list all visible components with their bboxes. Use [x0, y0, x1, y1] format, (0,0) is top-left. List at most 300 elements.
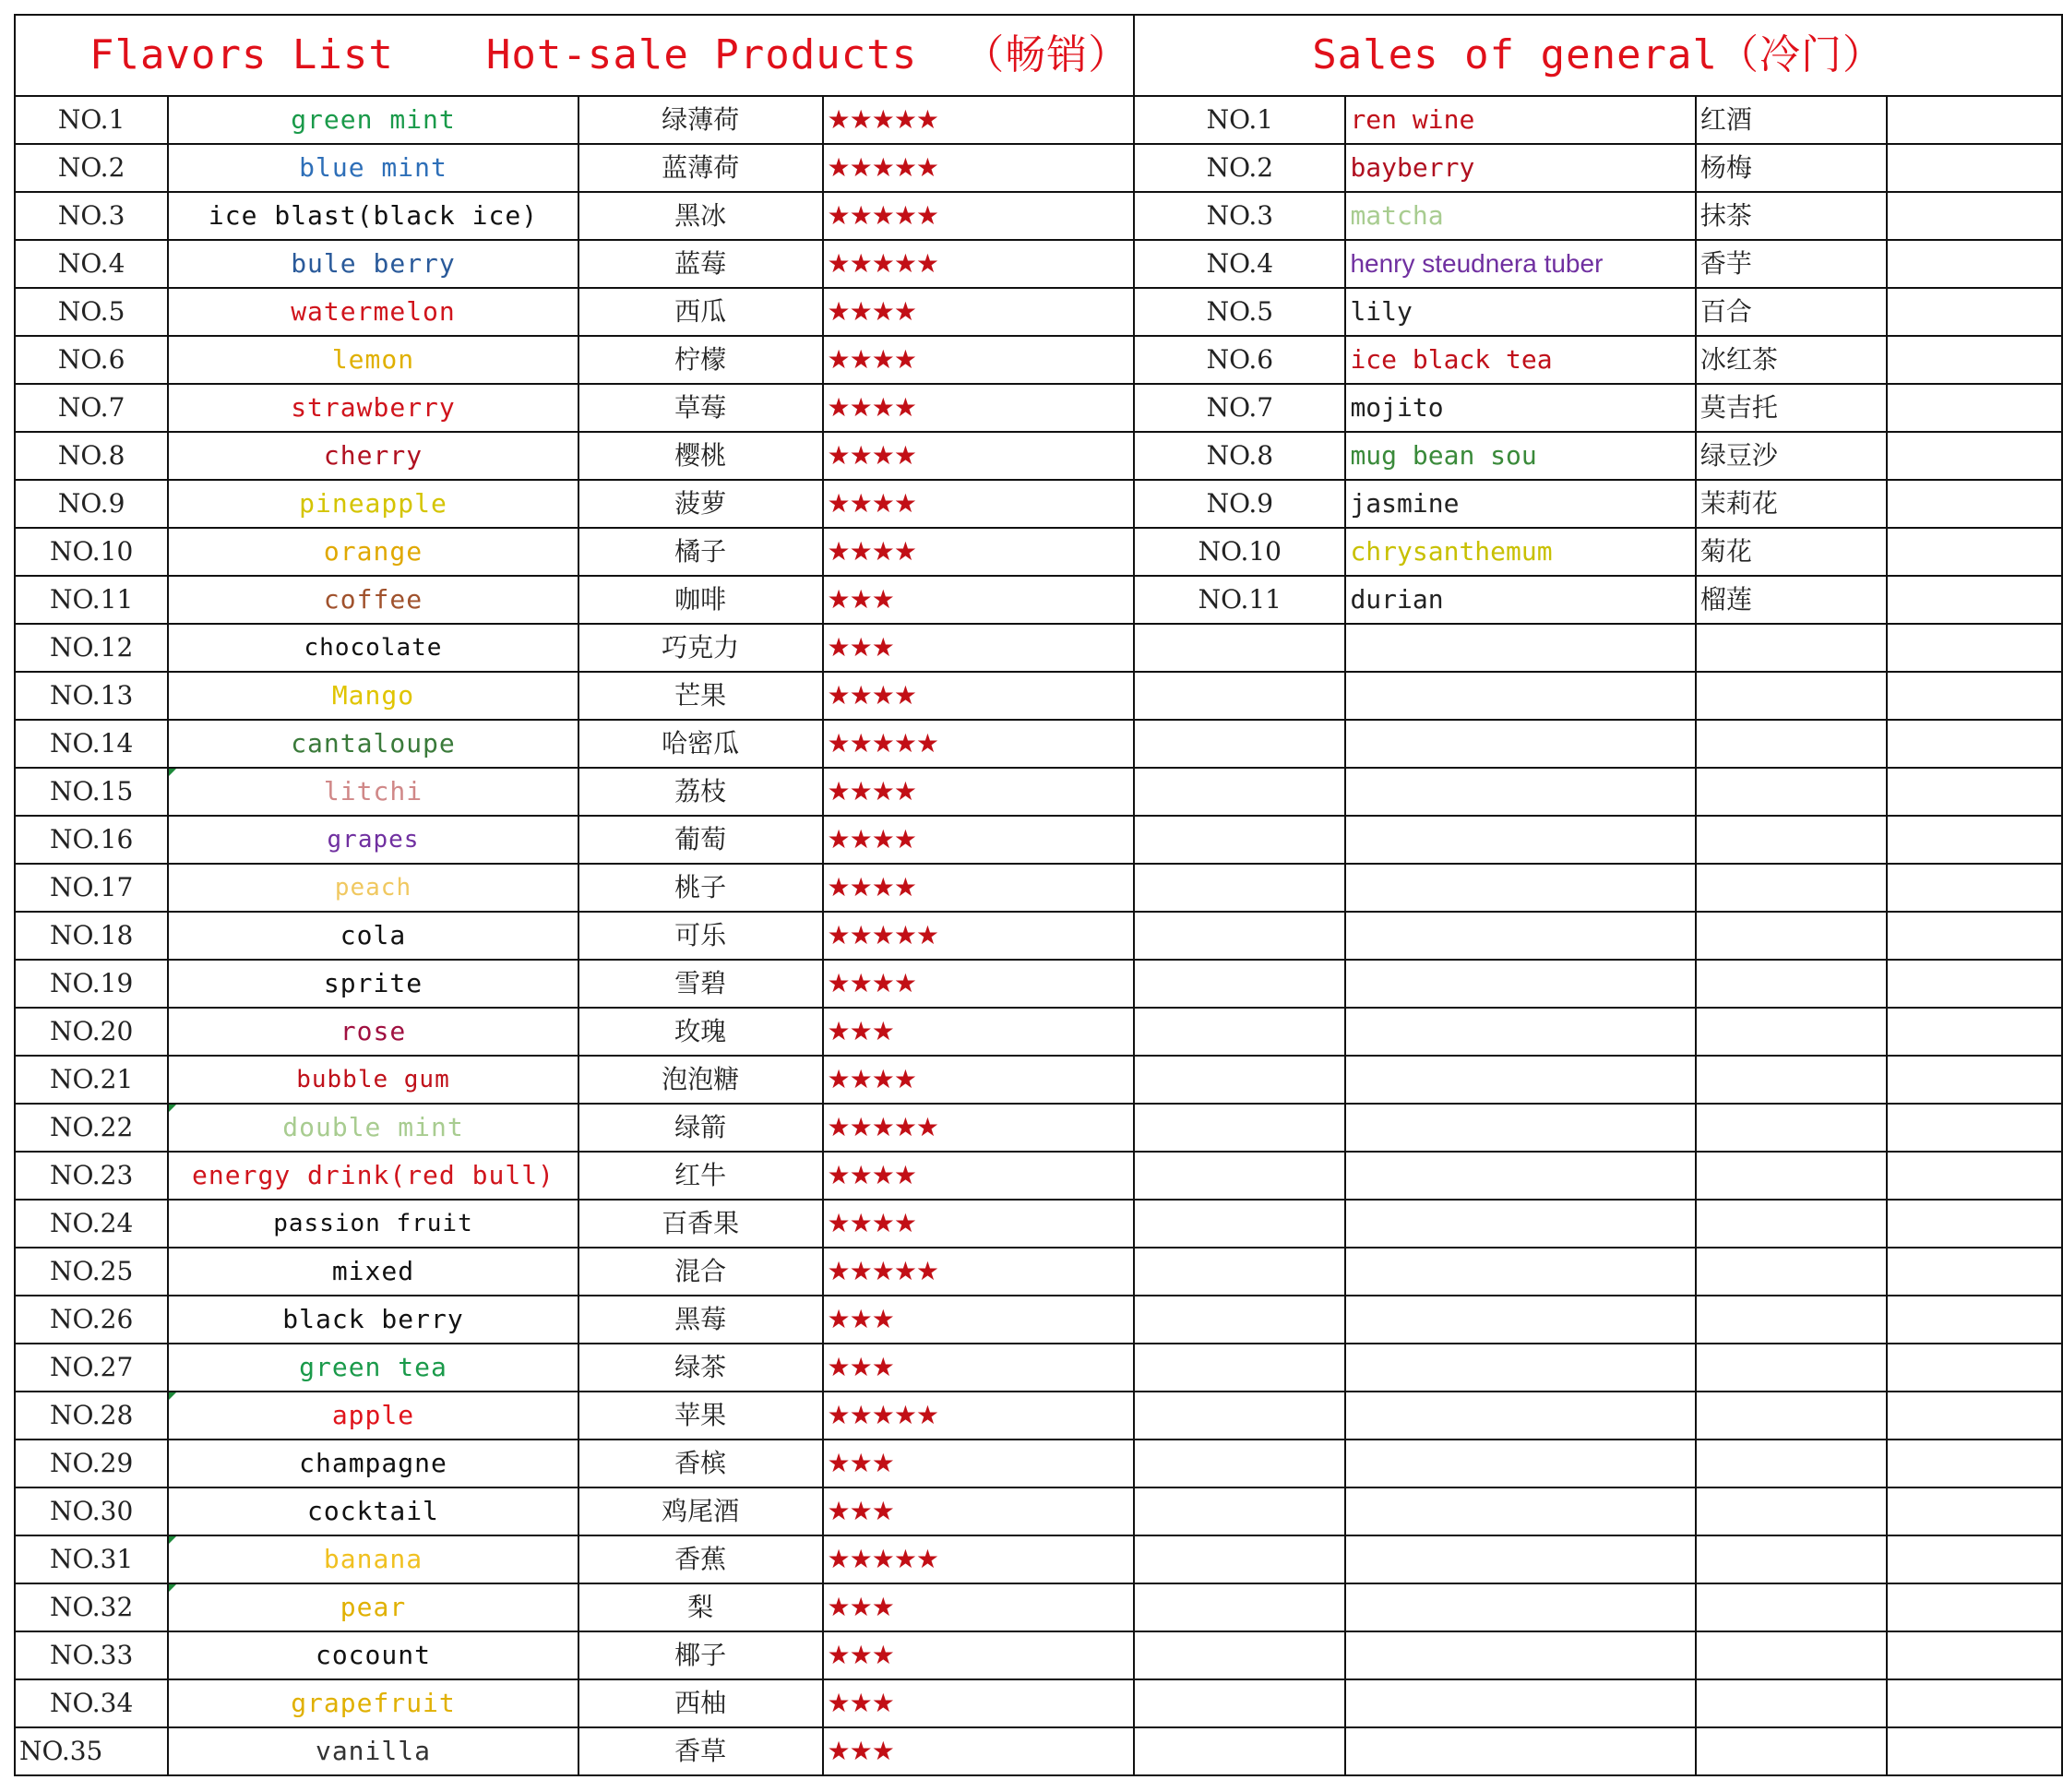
hot-cn-cell[interactable]: 蓝薄荷: [578, 144, 823, 192]
hot-cn-cell[interactable]: 荔枝: [578, 768, 823, 816]
general-cn-cell[interactable]: 杨梅: [1696, 144, 1887, 192]
hot-no-cell[interactable]: NO.18: [15, 912, 168, 960]
hot-cn-cell[interactable]: 葡萄: [578, 816, 823, 864]
general-flavor-cell[interactable]: bayberry: [1345, 144, 1695, 192]
empty-cell[interactable]: [1887, 576, 2062, 624]
hot-no-cell[interactable]: NO.24: [15, 1200, 168, 1248]
empty-cell[interactable]: [1887, 288, 2062, 336]
general-no-cell[interactable]: [1134, 1440, 1345, 1487]
general-no-cell[interactable]: [1134, 1200, 1345, 1248]
table-row: [15, 480, 2062, 528]
general-no-cell[interactable]: [1134, 1008, 1345, 1056]
general-no-cell[interactable]: NO.8: [1134, 432, 1345, 480]
table-row: [15, 432, 2062, 480]
hot-flavor-cell[interactable]: chocolate: [168, 624, 578, 672]
rating-stars[interactable]: ★★★★: [823, 864, 1135, 912]
general-no-cell[interactable]: [1134, 864, 1345, 912]
hot-flavor-cell[interactable]: coffee: [168, 576, 578, 624]
empty-cell[interactable]: [1887, 816, 2062, 864]
hot-no-cell[interactable]: NO.7: [15, 384, 168, 432]
general-flavor-cell[interactable]: [1345, 1535, 1695, 1583]
hot-flavor-cell[interactable]: mixed: [168, 1248, 578, 1296]
hot-cn-cell[interactable]: 绿薄荷: [578, 96, 823, 144]
general-no-cell[interactable]: [1134, 1392, 1345, 1440]
empty-cell[interactable]: [1887, 1200, 2062, 1248]
table-row: [15, 1152, 2062, 1200]
empty-cell[interactable]: [1887, 480, 2062, 528]
table-row: [15, 1631, 2062, 1679]
rating-stars[interactable]: ★★★: [823, 1583, 1135, 1631]
general-cn-cell[interactable]: [1696, 1344, 1887, 1392]
rating-stars[interactable]: ★★★: [823, 576, 1135, 624]
hot-flavor-cell[interactable]: pear: [168, 1583, 578, 1631]
general-cn-cell[interactable]: [1696, 1056, 1887, 1104]
hot-cn-cell[interactable]: 红牛: [578, 1152, 823, 1200]
general-flavor-cell[interactable]: mojito: [1345, 384, 1695, 432]
rating-stars[interactable]: ★★★★★: [823, 96, 1135, 144]
general-no-cell[interactable]: [1134, 1248, 1345, 1296]
hot-flavor-cell[interactable]: passion fruit: [168, 1200, 578, 1248]
hot-cn-cell[interactable]: 梨: [578, 1583, 823, 1631]
hot-cn-cell[interactable]: 黑莓: [578, 1296, 823, 1344]
hot-cn-cell[interactable]: 百香果: [578, 1200, 823, 1248]
hot-no-cell[interactable]: NO.20: [15, 1008, 168, 1056]
hot-flavor-cell[interactable]: champagne: [168, 1440, 578, 1487]
hot-cn-cell[interactable]: 绿箭: [578, 1104, 823, 1152]
table-row: [15, 960, 2062, 1008]
general-cn-cell[interactable]: [1696, 960, 1887, 1008]
hot-flavor-cell[interactable]: peach: [168, 864, 578, 912]
empty-cell[interactable]: [1887, 96, 2062, 144]
general-no-cell[interactable]: [1134, 672, 1345, 720]
general-flavor-cell[interactable]: [1345, 624, 1695, 672]
general-cn-cell[interactable]: [1696, 912, 1887, 960]
hot-cn-cell[interactable]: 柠檬: [578, 336, 823, 384]
empty-cell[interactable]: [1887, 1008, 2062, 1056]
rating-stars[interactable]: ★★★: [823, 1344, 1135, 1392]
table-row: [15, 816, 2062, 864]
general-no-cell[interactable]: NO.3: [1134, 192, 1345, 240]
hot-no-cell[interactable]: NO.8: [15, 432, 168, 480]
hot-cn-cell[interactable]: 哈密瓜: [578, 720, 823, 768]
rating-stars[interactable]: ★★★★★: [823, 144, 1135, 192]
empty-cell[interactable]: [1887, 720, 2062, 768]
general-header-cell[interactable]: [1134, 15, 2062, 96]
empty-cell[interactable]: [1887, 960, 2062, 1008]
general-cn-cell[interactable]: [1696, 816, 1887, 864]
empty-cell[interactable]: [1887, 1104, 2062, 1152]
rating-stars[interactable]: ★★★★★: [823, 1392, 1135, 1440]
general-cn-cell[interactable]: [1696, 1152, 1887, 1200]
hot-flavor-cell[interactable]: cocktail: [168, 1487, 578, 1535]
hot-flavor-cell[interactable]: pineapple: [168, 480, 578, 528]
general-no-cell[interactable]: NO.5: [1134, 288, 1345, 336]
general-flavor-cell[interactable]: [1345, 1727, 1695, 1775]
empty-cell[interactable]: [1887, 1248, 2062, 1296]
hot-flavor-cell[interactable]: strawberry: [168, 384, 578, 432]
general-flavor-cell[interactable]: [1345, 768, 1695, 816]
hot-no-cell[interactable]: NO.29: [15, 1440, 168, 1487]
general-flavor-cell[interactable]: [1345, 912, 1695, 960]
hot-no-cell[interactable]: NO.12: [15, 624, 168, 672]
rating-stars[interactable]: ★★★★★: [823, 192, 1135, 240]
general-flavor-cell[interactable]: lily: [1345, 288, 1695, 336]
general-cn-cell[interactable]: [1696, 1440, 1887, 1487]
hot-no-cell[interactable]: NO.26: [15, 1296, 168, 1344]
hot-no-cell[interactable]: NO.10: [15, 528, 168, 576]
empty-cell[interactable]: [1887, 1631, 2062, 1679]
empty-cell[interactable]: [1887, 1487, 2062, 1535]
general-cn-cell[interactable]: [1696, 1296, 1887, 1344]
empty-cell[interactable]: [1887, 144, 2062, 192]
general-no-cell[interactable]: [1134, 960, 1345, 1008]
empty-cell[interactable]: [1887, 1727, 2062, 1775]
general-no-cell[interactable]: [1134, 1296, 1345, 1344]
hot-cn-cell[interactable]: 西柚: [578, 1679, 823, 1727]
hot-sale-cn-title: （畅销）: [963, 31, 1130, 78]
rating-stars[interactable]: ★★★: [823, 1727, 1135, 1775]
table-row: [15, 912, 2062, 960]
hot-cn-cell[interactable]: 樱桃: [578, 432, 823, 480]
hot-no-cell[interactable]: NO.30: [15, 1487, 168, 1535]
rating-stars[interactable]: ★★★★: [823, 1200, 1135, 1248]
general-cn-cell[interactable]: [1696, 672, 1887, 720]
hot-no-cell[interactable]: NO.4: [15, 240, 168, 288]
hot-sale-title: Hot-sale Products: [485, 31, 918, 78]
general-flavor-cell[interactable]: ice black tea: [1345, 336, 1695, 384]
general-cn-cell[interactable]: [1696, 1487, 1887, 1535]
general-cn-cell[interactable]: [1696, 1392, 1887, 1440]
hot-no-cell[interactable]: NO.13: [15, 672, 168, 720]
hot-cn-cell[interactable]: 桃子: [578, 864, 823, 912]
table-row: [15, 1535, 2062, 1583]
general-cn-cell[interactable]: [1696, 1535, 1887, 1583]
empty-cell[interactable]: [1887, 192, 2062, 240]
hot-flavor-cell[interactable]: bubble gum: [168, 1056, 578, 1104]
hot-flavor-cell[interactable]: sprite: [168, 960, 578, 1008]
general-no-cell[interactable]: NO.2: [1134, 144, 1345, 192]
empty-cell[interactable]: [1887, 240, 2062, 288]
hot-no-cell[interactable]: NO.33: [15, 1631, 168, 1679]
general-cn-cell[interactable]: [1696, 1200, 1887, 1248]
general-cn-cell[interactable]: 冰红茶: [1696, 336, 1887, 384]
general-flavor-cell[interactable]: [1345, 1152, 1695, 1200]
general-cn-cell[interactable]: [1696, 864, 1887, 912]
rating-stars[interactable]: ★★★★: [823, 816, 1135, 864]
hot-flavor-cell[interactable]: Mango: [168, 672, 578, 720]
general-cn-cell[interactable]: 红酒: [1696, 96, 1887, 144]
general-flavor-cell[interactable]: ren wine: [1345, 96, 1695, 144]
general-cn-cell[interactable]: [1696, 720, 1887, 768]
general-flavor-cell[interactable]: [1345, 1631, 1695, 1679]
general-flavor-cell[interactable]: [1345, 720, 1695, 768]
hot-no-cell[interactable]: NO.5: [15, 288, 168, 336]
hot-flavor-cell[interactable]: blue mint: [168, 144, 578, 192]
empty-cell[interactable]: [1887, 1152, 2062, 1200]
hot-flavor-cell[interactable]: banana: [168, 1535, 578, 1583]
general-flavor-cell[interactable]: [1345, 1440, 1695, 1487]
hot-cn-cell[interactable]: 咖啡: [578, 576, 823, 624]
general-flavor-cell[interactable]: [1345, 960, 1695, 1008]
general-no-cell[interactable]: [1134, 1535, 1345, 1583]
hot-flavor-cell[interactable]: lemon: [168, 336, 578, 384]
hot-no-cell[interactable]: NO.1: [15, 96, 168, 144]
hot-cn-cell[interactable]: 雪碧: [578, 960, 823, 1008]
general-flavor-cell[interactable]: matcha: [1345, 192, 1695, 240]
general-flavor-cell[interactable]: [1345, 1344, 1695, 1392]
rating-stars[interactable]: ★★★★: [823, 960, 1135, 1008]
general-cn-cell[interactable]: [1696, 1104, 1887, 1152]
hot-cn-cell[interactable]: 芒果: [578, 672, 823, 720]
general-cn-cell[interactable]: [1696, 1583, 1887, 1631]
rating-stars[interactable]: ★★★: [823, 1631, 1135, 1679]
general-flavor-cell[interactable]: [1345, 1104, 1695, 1152]
empty-cell[interactable]: [1887, 1344, 2062, 1392]
general-no-cell[interactable]: [1134, 1679, 1345, 1727]
general-cn-cell[interactable]: [1696, 768, 1887, 816]
hot-cn-cell[interactable]: 草莓: [578, 384, 823, 432]
hot-flavor-cell[interactable]: cocount: [168, 1631, 578, 1679]
general-flavor-cell[interactable]: [1345, 1056, 1695, 1104]
hot-cn-cell[interactable]: 玫瑰: [578, 1008, 823, 1056]
hot-no-cell[interactable]: NO.28: [15, 1392, 168, 1440]
empty-cell[interactable]: [1887, 1392, 2062, 1440]
hot-no-cell[interactable]: NO.14: [15, 720, 168, 768]
rating-stars[interactable]: ★★★★: [823, 480, 1135, 528]
general-no-cell[interactable]: NO.6: [1134, 336, 1345, 384]
table-row: [15, 192, 2062, 240]
hot-flavor-cell[interactable]: green mint: [168, 96, 578, 144]
hot-cn-cell[interactable]: 可乐: [578, 912, 823, 960]
general-no-cell[interactable]: [1134, 1104, 1345, 1152]
general-flavor-cell[interactable]: [1345, 1008, 1695, 1056]
hot-flavor-cell[interactable]: litchi: [168, 768, 578, 816]
rating-stars[interactable]: ★★★★★: [823, 912, 1135, 960]
empty-cell[interactable]: [1887, 672, 2062, 720]
general-no-cell[interactable]: [1134, 1631, 1345, 1679]
rating-stars[interactable]: ★★★: [823, 1296, 1135, 1344]
hot-cn-cell[interactable]: 椰子: [578, 1631, 823, 1679]
hot-flavor-cell[interactable]: black berry: [168, 1296, 578, 1344]
empty-cell[interactable]: [1887, 528, 2062, 576]
general-flavor-cell[interactable]: [1345, 1583, 1695, 1631]
hot-cn-cell[interactable]: 橘子: [578, 528, 823, 576]
hot-cn-cell[interactable]: 苹果: [578, 1392, 823, 1440]
empty-cell[interactable]: [1887, 384, 2062, 432]
rating-stars[interactable]: ★★★: [823, 1487, 1135, 1535]
rating-stars[interactable]: ★★★★: [823, 336, 1135, 384]
general-flavor-cell[interactable]: [1345, 816, 1695, 864]
hot-flavor-cell[interactable]: apple: [168, 1392, 578, 1440]
hot-flavor-cell[interactable]: orange: [168, 528, 578, 576]
rating-stars[interactable]: ★★★★★: [823, 1248, 1135, 1296]
general-cn-cell[interactable]: [1696, 624, 1887, 672]
hot-no-cell[interactable]: NO.9: [15, 480, 168, 528]
empty-cell[interactable]: [1887, 768, 2062, 816]
empty-cell[interactable]: [1887, 1535, 2062, 1583]
general-cn-cell[interactable]: 莫吉托: [1696, 384, 1887, 432]
hot-flavor-cell[interactable]: grapefruit: [168, 1679, 578, 1727]
hot-no-cell[interactable]: NO.2: [15, 144, 168, 192]
hot-flavor-cell[interactable]: rose: [168, 1008, 578, 1056]
general-no-cell[interactable]: NO.1: [1134, 96, 1345, 144]
hot-no-cell[interactable]: NO.6: [15, 336, 168, 384]
empty-cell[interactable]: [1887, 432, 2062, 480]
general-flavor-cell[interactable]: jasmine: [1345, 480, 1695, 528]
hot-flavor-cell[interactable]: green tea: [168, 1344, 578, 1392]
rating-stars[interactable]: ★★★★★: [823, 720, 1135, 768]
rating-stars[interactable]: ★★★: [823, 624, 1135, 672]
general-flavor-cell[interactable]: chrysanthemum: [1345, 528, 1695, 576]
rating-stars[interactable]: ★★★★★: [823, 1104, 1135, 1152]
rating-stars[interactable]: ★★★★★: [823, 240, 1135, 288]
hot-flavor-cell[interactable]: energy drink(red bull): [168, 1152, 578, 1200]
empty-cell[interactable]: [1887, 1056, 2062, 1104]
empty-cell[interactable]: [1887, 864, 2062, 912]
general-cn-cell[interactable]: 百合: [1696, 288, 1887, 336]
hot-cn-cell[interactable]: 巧克力: [578, 624, 823, 672]
rating-stars[interactable]: ★★★★: [823, 528, 1135, 576]
hot-flavor-cell[interactable]: vanilla: [168, 1727, 578, 1775]
hot-no-cell[interactable]: NO.11: [15, 576, 168, 624]
table-row: [15, 1583, 2062, 1631]
general-no-cell[interactable]: [1134, 1487, 1345, 1535]
hot-no-cell[interactable]: NO.23: [15, 1152, 168, 1200]
general-flavor-cell[interactable]: [1345, 1487, 1695, 1535]
hot-cn-cell[interactable]: 蓝莓: [578, 240, 823, 288]
hot-no-cell[interactable]: NO.15: [15, 768, 168, 816]
hot-cn-cell[interactable]: 混合: [578, 1248, 823, 1296]
general-no-cell[interactable]: NO.7: [1134, 384, 1345, 432]
hot-flavor-cell[interactable]: grapes: [168, 816, 578, 864]
general-cn-cell[interactable]: 香芋: [1696, 240, 1887, 288]
hot-no-cell[interactable]: NO.21: [15, 1056, 168, 1104]
general-cn-cell[interactable]: [1696, 1248, 1887, 1296]
hot-cn-cell[interactable]: 菠萝: [578, 480, 823, 528]
hot-no-cell[interactable]: NO.22: [15, 1104, 168, 1152]
hot-flavor-cell[interactable]: watermelon: [168, 288, 578, 336]
general-cn-cell[interactable]: 茉莉花: [1696, 480, 1887, 528]
table-row: [15, 288, 2062, 336]
hot-cn-cell[interactable]: 绿茶: [578, 1344, 823, 1392]
general-no-cell[interactable]: [1134, 1056, 1345, 1104]
general-no-cell[interactable]: NO.11: [1134, 576, 1345, 624]
general-cn-cell[interactable]: [1696, 1727, 1887, 1775]
general-no-cell[interactable]: [1134, 1727, 1345, 1775]
rating-stars[interactable]: ★★★★: [823, 768, 1135, 816]
rating-stars[interactable]: ★★★★: [823, 1056, 1135, 1104]
hot-cn-cell[interactable]: 香草: [578, 1727, 823, 1775]
hot-no-cell[interactable]: NO.16: [15, 816, 168, 864]
general-no-cell[interactable]: [1134, 624, 1345, 672]
hot-no-cell[interactable]: NO.31: [15, 1535, 168, 1583]
general-no-cell[interactable]: [1134, 1152, 1345, 1200]
table-row: [15, 720, 2062, 768]
hot-cn-cell[interactable]: 黑冰: [578, 192, 823, 240]
general-cn-cell[interactable]: 抹茶: [1696, 192, 1887, 240]
rating-stars[interactable]: ★★★★: [823, 672, 1135, 720]
general-no-cell[interactable]: NO.10: [1134, 528, 1345, 576]
general-cn-cell[interactable]: [1696, 1679, 1887, 1727]
general-no-cell[interactable]: [1134, 1344, 1345, 1392]
empty-cell[interactable]: [1887, 336, 2062, 384]
general-flavor-cell[interactable]: [1345, 864, 1695, 912]
general-flavor-cell[interactable]: [1345, 1296, 1695, 1344]
hot-no-cell[interactable]: NO.17: [15, 864, 168, 912]
rating-stars[interactable]: ★★★: [823, 1008, 1135, 1056]
hot-cn-cell[interactable]: 泡泡糖: [578, 1056, 823, 1104]
general-no-cell[interactable]: [1134, 816, 1345, 864]
table-row: [15, 336, 2062, 384]
general-cn-cell[interactable]: 榴莲: [1696, 576, 1887, 624]
general-flavor-cell[interactable]: henry steudnera tuber: [1345, 240, 1695, 288]
general-flavor-cell[interactable]: durian: [1345, 576, 1695, 624]
general-no-cell[interactable]: [1134, 720, 1345, 768]
hot-sale-header-cell[interactable]: [15, 15, 1134, 96]
rating-stars[interactable]: ★★★★: [823, 384, 1135, 432]
general-flavor-cell[interactable]: mug bean sou: [1345, 432, 1695, 480]
hot-no-cell[interactable]: NO.34: [15, 1679, 168, 1727]
hot-cn-cell[interactable]: 香槟: [578, 1440, 823, 1487]
rating-stars[interactable]: ★★★★★: [823, 1535, 1135, 1583]
empty-cell[interactable]: [1887, 1440, 2062, 1487]
empty-cell[interactable]: [1887, 1296, 2062, 1344]
hot-flavor-cell[interactable]: cantaloupe: [168, 720, 578, 768]
general-flavor-cell[interactable]: [1345, 1248, 1695, 1296]
hot-cn-cell[interactable]: 香蕉: [578, 1535, 823, 1583]
general-no-cell[interactable]: NO.9: [1134, 480, 1345, 528]
general-flavor-cell[interactable]: [1345, 1200, 1695, 1248]
rating-stars[interactable]: ★★★: [823, 1440, 1135, 1487]
hot-cn-cell[interactable]: 西瓜: [578, 288, 823, 336]
table-row: [15, 1104, 2062, 1152]
hot-flavor-cell[interactable]: double mint: [168, 1104, 578, 1152]
hot-flavor-cell[interactable]: bule berry: [168, 240, 578, 288]
empty-cell[interactable]: [1887, 912, 2062, 960]
table-row: [15, 1392, 2062, 1440]
general-no-cell[interactable]: NO.4: [1134, 240, 1345, 288]
general-no-cell[interactable]: [1134, 768, 1345, 816]
general-flavor-cell[interactable]: [1345, 672, 1695, 720]
general-flavor-cell[interactable]: [1345, 1392, 1695, 1440]
hot-cn-cell[interactable]: 鸡尾酒: [578, 1487, 823, 1535]
general-cn-cell[interactable]: [1696, 1008, 1887, 1056]
rating-stars[interactable]: ★★★★: [823, 288, 1135, 336]
hot-flavor-cell[interactable]: cherry: [168, 432, 578, 480]
empty-cell[interactable]: [1887, 1583, 2062, 1631]
hot-no-cell[interactable]: NO.27: [15, 1344, 168, 1392]
rating-stars[interactable]: ★★★: [823, 1679, 1135, 1727]
general-flavor-cell[interactable]: [1345, 1679, 1695, 1727]
general-cn-cell[interactable]: 菊花: [1696, 528, 1887, 576]
hot-flavor-cell[interactable]: ice blast(black ice): [168, 192, 578, 240]
rating-stars[interactable]: ★★★★: [823, 432, 1135, 480]
empty-cell[interactable]: [1887, 624, 2062, 672]
hot-no-cell[interactable]: NO.19: [15, 960, 168, 1008]
general-no-cell[interactable]: [1134, 1583, 1345, 1631]
hot-no-cell[interactable]: NO.25: [15, 1248, 168, 1296]
hot-no-cell[interactable]: NO.32: [15, 1583, 168, 1631]
general-cn-cell[interactable]: 绿豆沙: [1696, 432, 1887, 480]
rating-stars[interactable]: ★★★★: [823, 1152, 1135, 1200]
general-cn-cell[interactable]: [1696, 1631, 1887, 1679]
header-row: [15, 15, 2062, 96]
hot-no-cell[interactable]: NO.3: [15, 192, 168, 240]
hot-no-cell[interactable]: NO.35: [15, 1727, 168, 1775]
empty-cell[interactable]: [1887, 1679, 2062, 1727]
general-no-cell[interactable]: [1134, 912, 1345, 960]
hot-flavor-cell[interactable]: cola: [168, 912, 578, 960]
